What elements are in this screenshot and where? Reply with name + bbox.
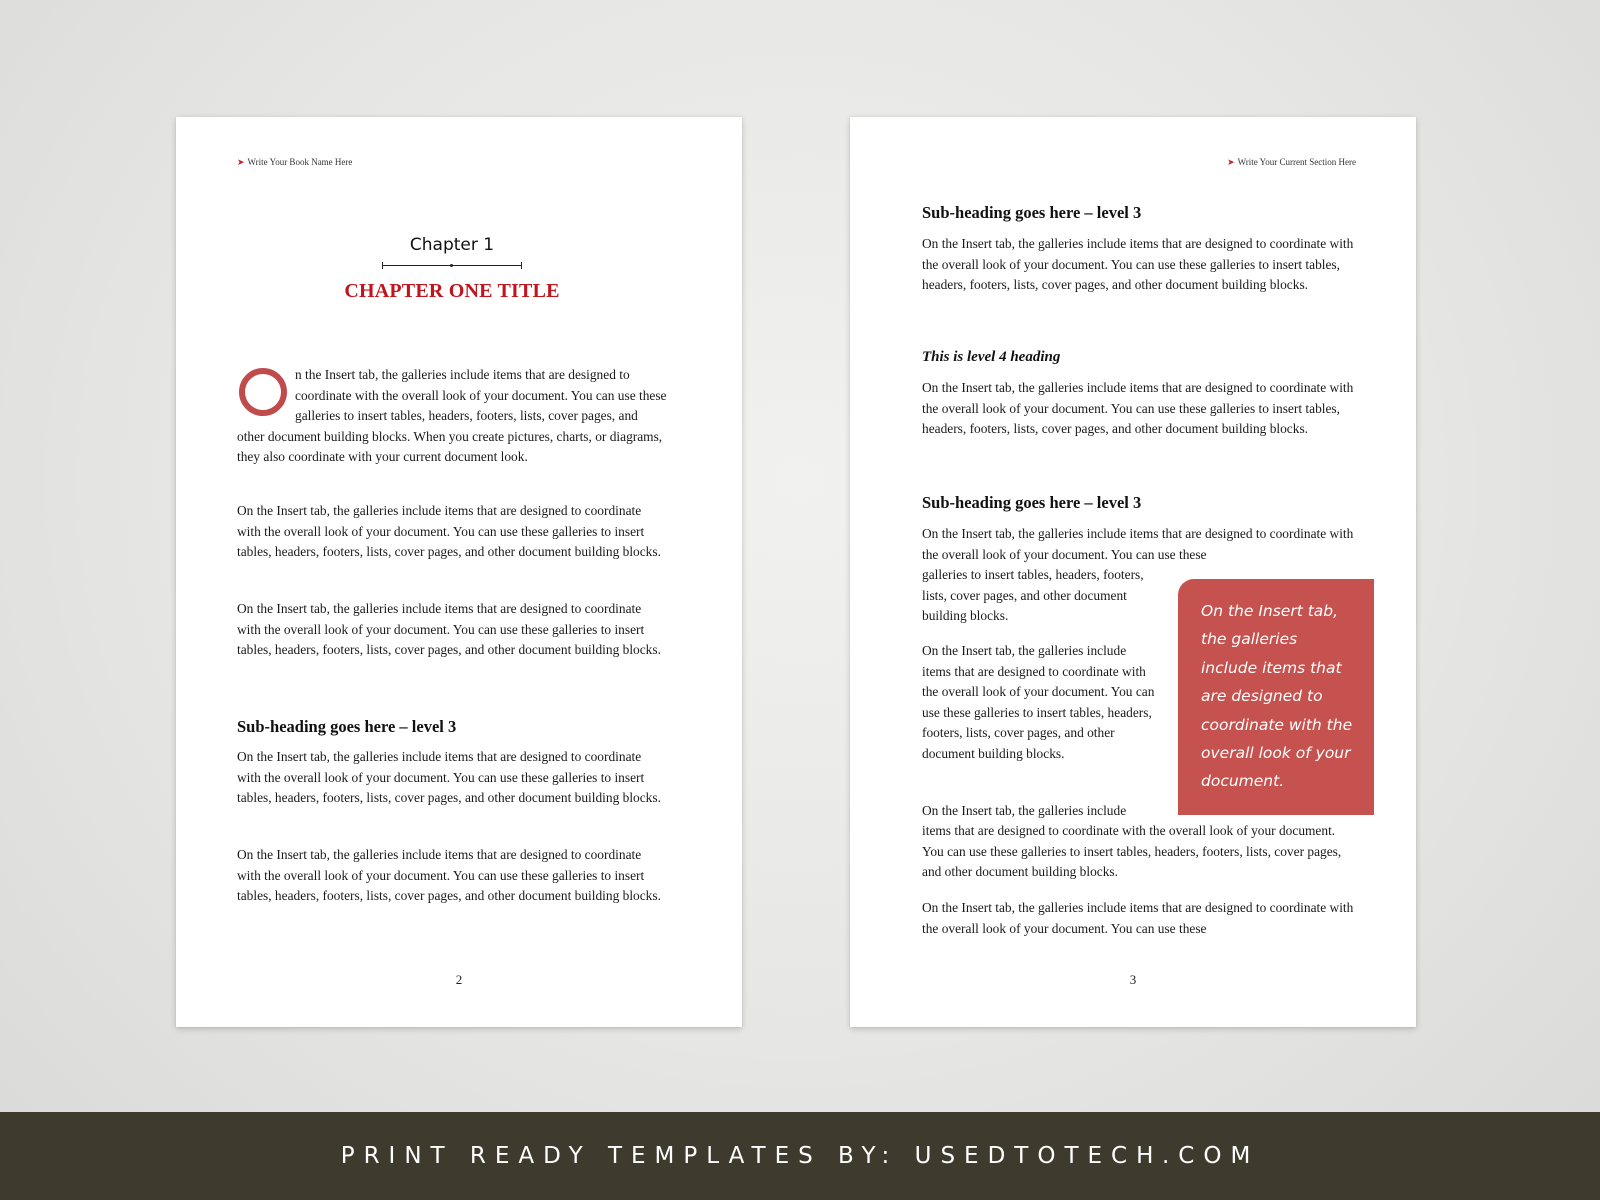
paragraph: On the Insert tab, the galleries include items that are designed to coordinate with the overall look of your document. You can use these galleries to insert tables, headers, footers, lists, cover pages, and other document building blocks.: [922, 236, 1354, 293]
running-head-book-name: [237, 157, 352, 168]
left-page: [176, 117, 742, 1027]
right-page: [850, 117, 1416, 1027]
page-number: 2: [455, 972, 463, 987]
paragraph: On the Insert tab, the galleries include items that are designed to coordinate with the overall look of your document. You can use these: [922, 900, 1354, 936]
paragraph: On the Insert tab, the galleries include items that are designed to coordinate with the overall look of your document. You can use these galleries to insert tables, headers, footers, lists, cover pages, and other document building blocks.: [237, 749, 661, 806]
running-head-text: Write Your Current Section Here: [1237, 157, 1356, 167]
paragraph: On the Insert tab, the galleries include items that are designed to coordinate with the overall look of your document. You can use these galleries to insert tables, headers, footers, lists, cover pages, and other document building blocks.: [237, 847, 661, 904]
footer-banner: [0, 1112, 1600, 1200]
subheading-level-3: Sub-heading goes here – level 3: [237, 717, 457, 736]
drop-cap-o: [239, 368, 287, 416]
paragraph: On the Insert tab, the galleries include items that are designed to coordinate with the overall look of your document. You can use these: [922, 526, 1354, 562]
paragraph-wrapped: On the Insert tab, the galleries include: [922, 803, 1127, 818]
arrow-marker-icon: ➤: [1227, 157, 1235, 167]
opening-paragraph: [237, 365, 667, 468]
paragraph: items that are designed to coordinate with the overall look of your document. You can use these galleries to insert tables, headers, footers, lists, cover pages, and other document building blocks.: [922, 823, 1342, 880]
paragraph-wrapped: galleries to insert tables, headers, footers, lists, cover pages, and other document building blocks.: [922, 567, 1144, 624]
footer-credit: PRINT READY TEMPLATES BY: USEDTOTECH.COM: [340, 1143, 1260, 1169]
chapter-ornament-rule: [382, 261, 522, 271]
running-head-section: [1227, 157, 1356, 168]
paragraph: On the Insert tab, the galleries include items that are designed to coordinate with the overall look of your document. You can use these galleries to insert tables, headers, footers, lists, cover pages, and other document building blocks.: [922, 380, 1354, 437]
chapter-heading-block: [237, 235, 667, 303]
subheading-level-3: Sub-heading goes here – level 3: [922, 203, 1142, 222]
paragraph: On the Insert tab, the galleries include items that are designed to coordinate with the overall look of your document. You can use these galleries to insert tables, headers, footers, lists, cover pages, and other document building blocks.: [237, 601, 661, 658]
paragraph: On the Insert tab, the galleries include items that are designed to coordinate with the overall look of your document. You can use these galleries to insert tables, headers, footers, lists, cover pages, and other document building blocks.: [237, 503, 661, 560]
paragraph-wrapped: On the Insert tab, the galleries include items that are designed to coordinate with the overall look of your document. You can use these galleries to insert tables, headers, footers, lists, cover pages, and other document building blocks.: [922, 643, 1155, 761]
running-head-text: Write Your Book Name Here: [247, 157, 353, 167]
chapter-title: CHAPTER ONE TITLE: [344, 280, 560, 302]
page-number: 3: [1129, 972, 1137, 987]
pull-quote-box: [1178, 579, 1374, 815]
heading-level-4: This is level 4 heading: [922, 349, 1061, 365]
arrow-marker-icon: ➤: [237, 157, 245, 167]
chapter-label: Chapter 1: [409, 235, 495, 255]
subheading-level-3: Sub-heading goes here – level 3: [922, 493, 1142, 512]
pull-quote-text: On the Insert tab, the galleries include items that are designed to coordinate with the overall look of your document.: [1201, 602, 1353, 791]
opening-paragraph-text: n the Insert tab, the galleries include items that are designed to coordinate with the overall look of your document. You can use these galleries to insert tables, headers, footers, lists, cover pages, and other document building blocks. When you create pictures, charts, or diagrams, they also coordinate with your current document look.: [237, 367, 667, 465]
